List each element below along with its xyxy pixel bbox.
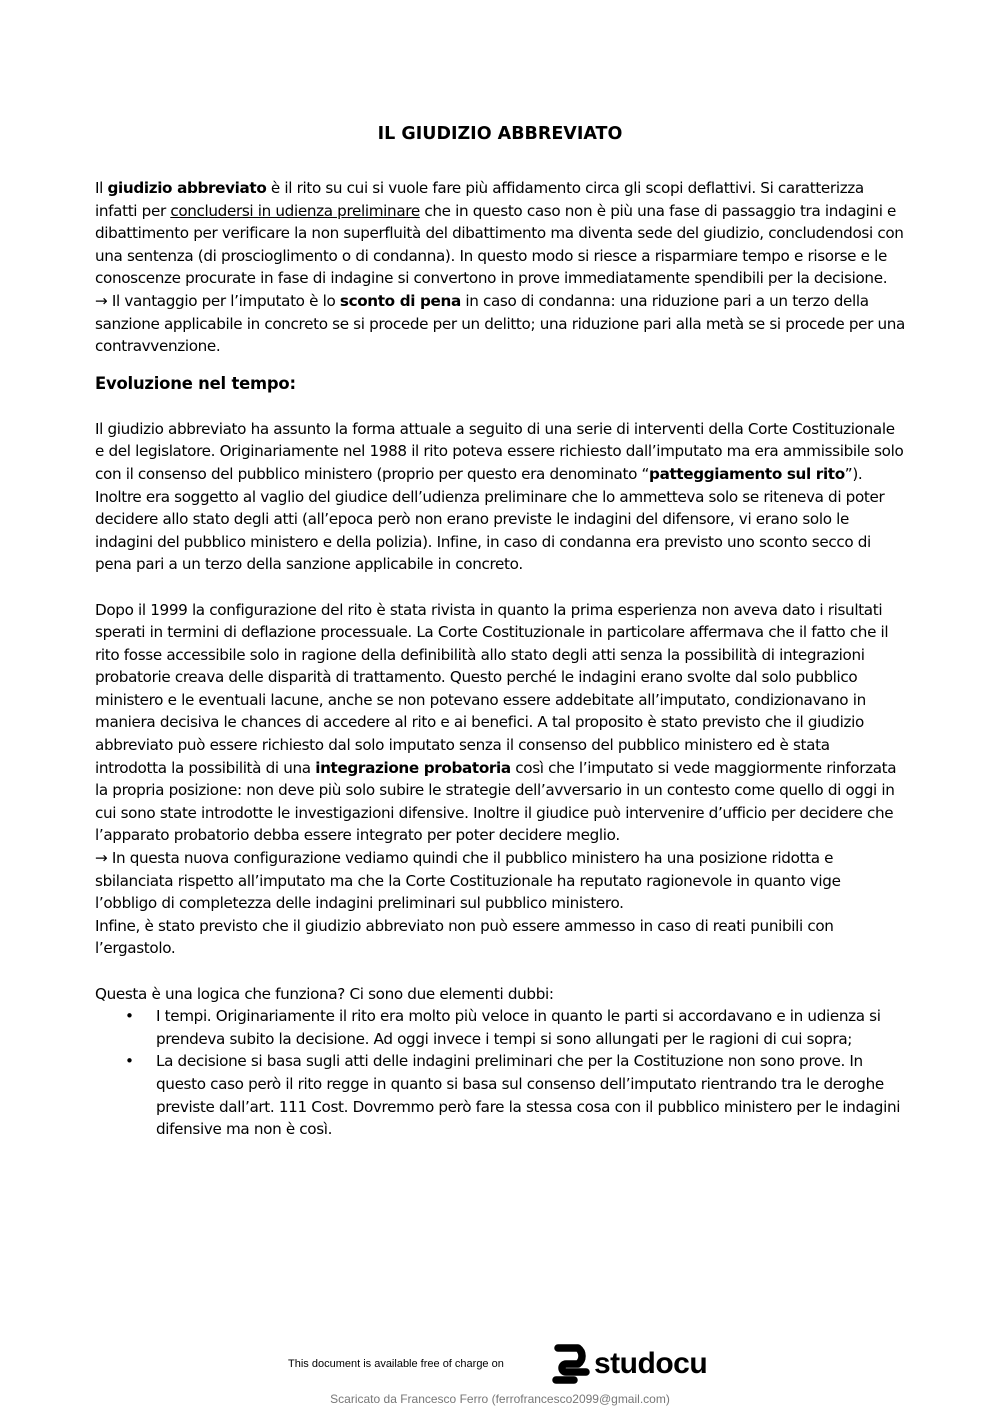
intro-text-3: che in questo caso non è più una fase di passaggio tra indagini e dibattimento per verificare la non superfluità del dibattimento ma diventa sede del giudizio, concludendosi con una sentenza (di proscioglimento o di condanna). In questo modo si riesce a risparmiare tempo e risorse e le conoscenze procurate in fase di indagine si convertono in prove immediatamente spendibili per la decisione.: [95, 201, 904, 288]
intro-paragraph: [95, 177, 905, 290]
intro-text-2: è il rito su cui si vuole fare più affidamento circa gli scopi deflattivi. Si caratterizza infatti per: [95, 179, 864, 220]
evolution-paragraph-1: [95, 418, 905, 576]
advantage-text-1: → Il vantaggio per l’imputato è lo: [95, 291, 340, 310]
section-heading: Evoluzione nel tempo:: [95, 373, 296, 393]
list-item-text: I tempi. Originariamente il rito era molto più veloce in quanto le parti si accordavano e in udienza si prendeva subito la decisione. Ad oggi invece i tempi si sono allungati per le ragioni di cui sopra;: [156, 1007, 881, 1048]
availability-text: This document is available free of charge on: [288, 1358, 504, 1370]
advantage-paragraph: [95, 290, 905, 358]
advantage-text-2: in caso di condanna: una riduzione pari a un terzo della sanzione applicabile in concreto se si procede per un delitto; una riduzione pari alla metà se si procede per una contravvenzione.: [95, 291, 905, 356]
studocu-wordmark: studocu: [594, 1347, 708, 1380]
evolution-paragraph-3: → In questa nuova configurazione vediamo quindi che il pubblico ministero ha una posizione ridotta e sbilanciata rispetto all’imputato ma che la Corte Costituzionale ha reputato ragionevole in quanto vige l’obbligo di completezza delle indagini preliminari sul pubblico ministero.: [95, 849, 841, 913]
document-title: IL GIUDIZIO ABBREVIATO: [377, 124, 623, 144]
page-footer: [0, 1340, 1000, 1415]
evolution-p1-text-1: Il giudizio abbreviato ha assunto la forma attuale a seguito di una serie di interventi della Corte Costituzionale e del legislatore. Originariamente nel 1988 il rito poteva essere richiesto dall’imputato ma era ammissibile solo con il consenso del pubblico ministero (proprio per questo era denominato “: [95, 419, 904, 483]
list-item: [95, 1050, 905, 1140]
intro-bold-term: giudizio abbreviato: [107, 179, 267, 197]
doubts-list: [95, 1005, 905, 1141]
evolution-p2-text-2: così che l’imputato si vede maggiormente rinforzata la propria posizione: non deve più solo subire le strategie dell’avversario in un contesto come quello di oggi in cui sono state introdotte le investigazioni difensive. Inoltre il giudice può intervenire d’ufficio per decidere che l’apparato probatorio debba essere integrato per poter decidere meglio.: [95, 758, 897, 845]
bullet-icon: •: [125, 1007, 134, 1026]
evolution-p1-text-2: ”). Inoltre era soggetto al vaglio del giudice dell’udienza preliminare che lo ammetteva solo se riteneva di poter decidere allo stato degli atti (all’epoca però non erano previste le indagini del difensore, vi erano solo le indagini del pubblico ministero e della polizia). Infine, in caso di condanna era previsto uno sconto secco di pena pari a un terzo della sanzione applicabile in concreto.: [95, 464, 885, 574]
intro-text-1: Il: [95, 179, 108, 197]
evolution-paragraph-2: [95, 599, 905, 848]
evolution-paragraph-4: Infine, è stato previsto che il giudizio abbreviato non può essere ammesso in caso di reati punibili con l’ergastolo.: [95, 916, 834, 958]
evolution-p2-bold-term: integrazione probatoria: [315, 758, 511, 777]
studocu-logo[interactable]: [552, 1344, 707, 1384]
evolution-p1-bold-term: patteggiamento sul rito: [649, 464, 845, 483]
document-body: [95, 177, 905, 1141]
intro-underlined-phrase: concludersi in udienza preliminare: [170, 201, 420, 220]
downloaded-by-text: Scaricato da Francesco Ferro (ferrofrancesco2099@gmail.com): [330, 1392, 670, 1406]
list-item: [95, 1005, 905, 1050]
question-paragraph: Questa è una logica che funziona? Ci sono due elementi dubbi:: [95, 984, 554, 1003]
advantage-bold-term: sconto di pena: [339, 291, 461, 310]
studocu-logo-icon: [552, 1344, 590, 1384]
list-item-text: La decisione si basa sugli atti delle indagini preliminari che per la Costituzione non sono prove. In questo caso però il rito regge in quanto si basa sul consenso dell’imputato rientrando tra le deroghe previste dall’art. 111 Cost. Dovremmo però fare la stessa cosa con il pubblico ministero per le indagini difensive ma non è così.: [156, 1052, 901, 1139]
evolution-p2-text-1: Dopo il 1999 la configurazione del rito è stata rivista in quanto la prima esperienza non aveva dato i risultati sperati in termini di deflazione processuale. La Corte Costituzionale in particolare affermava che il fatto che il rito fosse accessibile solo in ragione della definibilità allo stato degli atti senza la possibilità di integrazioni probatorie creava delle disparità di trattamento. Questo perché le indagini erano svolte dal solo pubblico ministero e le eventuali lacune, anche se non potevano essere addebitate all’imputato, condizionavano in maniera decisiva le chances di accedere al rito e ai benefici. A tal proposito è stato previsto che il giudizio abbreviato può essere richiesto dal solo imputato senza il consenso del pubblico ministero ed è stata introdotta la possibilità di una: [95, 600, 889, 777]
bullet-icon: •: [125, 1052, 134, 1071]
